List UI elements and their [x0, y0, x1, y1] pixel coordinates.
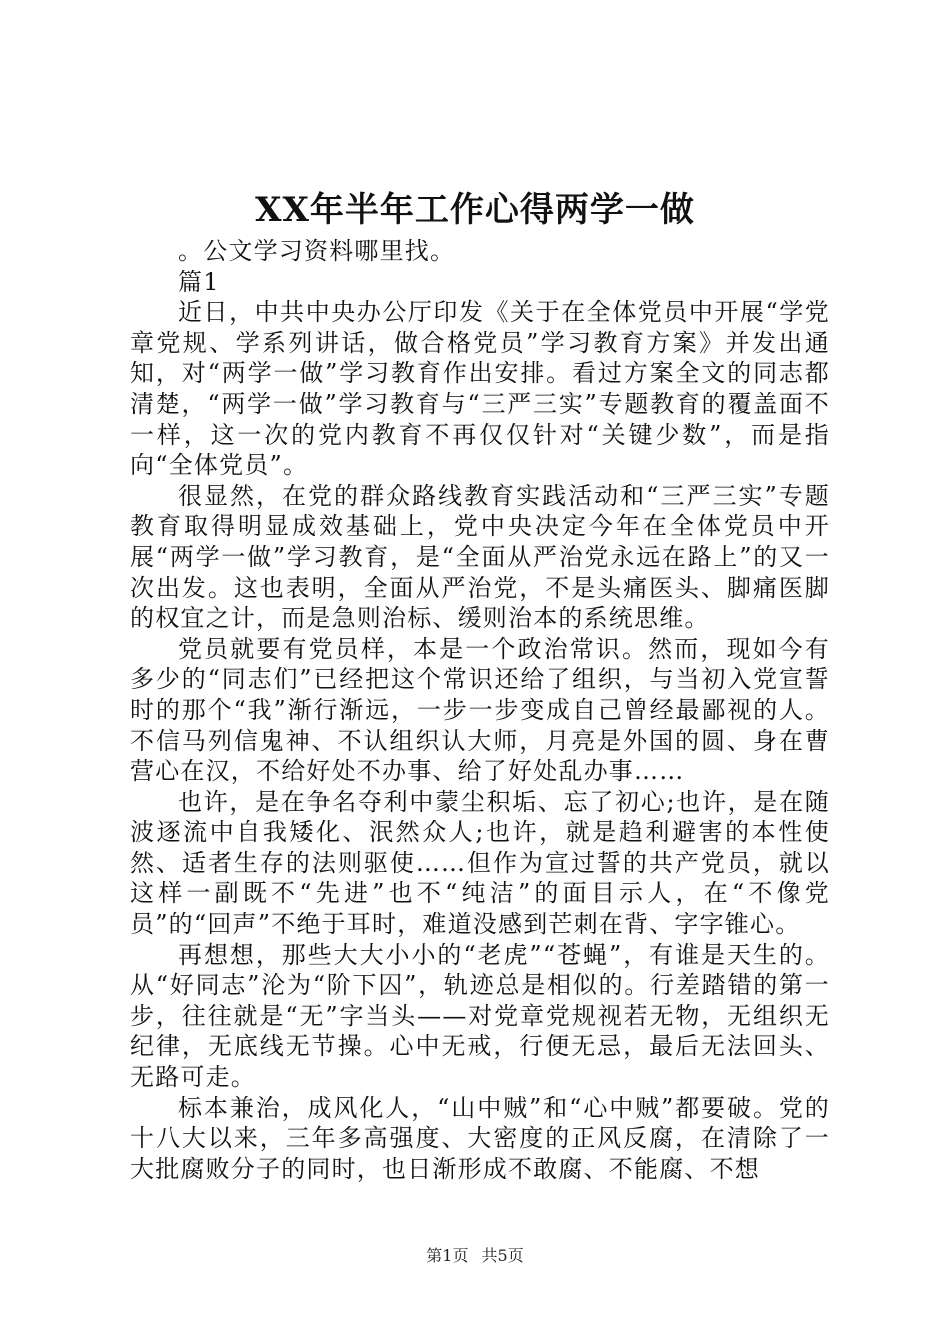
paragraph: 也许，是在争名夺利中蒙尘积垢、忘了初心;也许，是在随波逐流中自我矮化、泯然众人;也许，就是趋利避害的本性使然、适者生存的法则驱使……但作为宣过誓的共产党员，就以这样一副既不“先进”也不“纯洁”的面目示人，在“不像党员”的“回声”不绝于耳时，难道没感到芒刺在背、字字锥心。 — [130, 787, 830, 939]
paragraph: 标本兼治，成风化人，“山中贼”和“心中贼”都要破。党的十八大以来，三年多高强度、大密度的正风反腐，在清除了一大批腐败分子的同时，也日渐形成不敢腐、不能腐、不想 — [130, 1093, 830, 1183]
paragraph: 近日，中共中央办公厅印发《关于在全体党员中开展“学党章党规、学系列讲话，做合格党员”学习教育方案》并发出通知，对“两学一做”学习教育作出安排。看过方案全文的同志都清楚，“两学一做”学习教育与“三严三实”专题教育的覆盖面不一样，这一次的党内教育不再仅仅针对“关键少数”，而是指向“全体党员”。 — [130, 298, 830, 480]
paragraph: 再想想，那些大大小小的“老虎”“苍蝇”，有谁是天生的。从“好同志”沦为“阶下囚”，轨迹总是相似的。行差踏错的第一步，往往就是“无”字当头——对党章党规视若无物，无组织无纪律，无底线无节操。心中无戒，行便无忌，最后无法回头、无路可走。 — [130, 940, 830, 1092]
paragraph: 。公文学习资料哪里找。 — [178, 237, 456, 265]
paragraph: 篇1 — [178, 267, 220, 296]
page-total: 共5页 — [481, 1246, 524, 1265]
page-number: 第1页 — [426, 1246, 469, 1265]
page-footer — [0, 1244, 950, 1268]
document-title: XX年半年工作心得两学一做 — [255, 190, 695, 230]
document-body — [130, 236, 830, 1184]
paragraph: 党员就要有党员样，本是一个政治常识。然而，现如今有多少的“同志们”已经把这个常识还给了组织，与当初入党宣誓时的那个“我”渐行渐远，一步一步变成自己曾经最鄙视的人。不信马列信鬼神、不认组织认大师，月亮是外国的圆、身在曹营心在汉，不给好处不办事、给了好处乱办事…… — [130, 634, 830, 786]
paragraph: 很显然，在党的群众路线教育实践活动和“三严三实”专题教育取得明显成效基础上，党中央决定今年在全体党员中开展“两学一做”学习教育，是“全面从严治党永远在路上”的又一次出发。这也表明，全面从严治党，不是头痛医头、脚痛医脚的权宜之计，而是急则治标、缓则治本的系统思维。 — [130, 481, 830, 633]
